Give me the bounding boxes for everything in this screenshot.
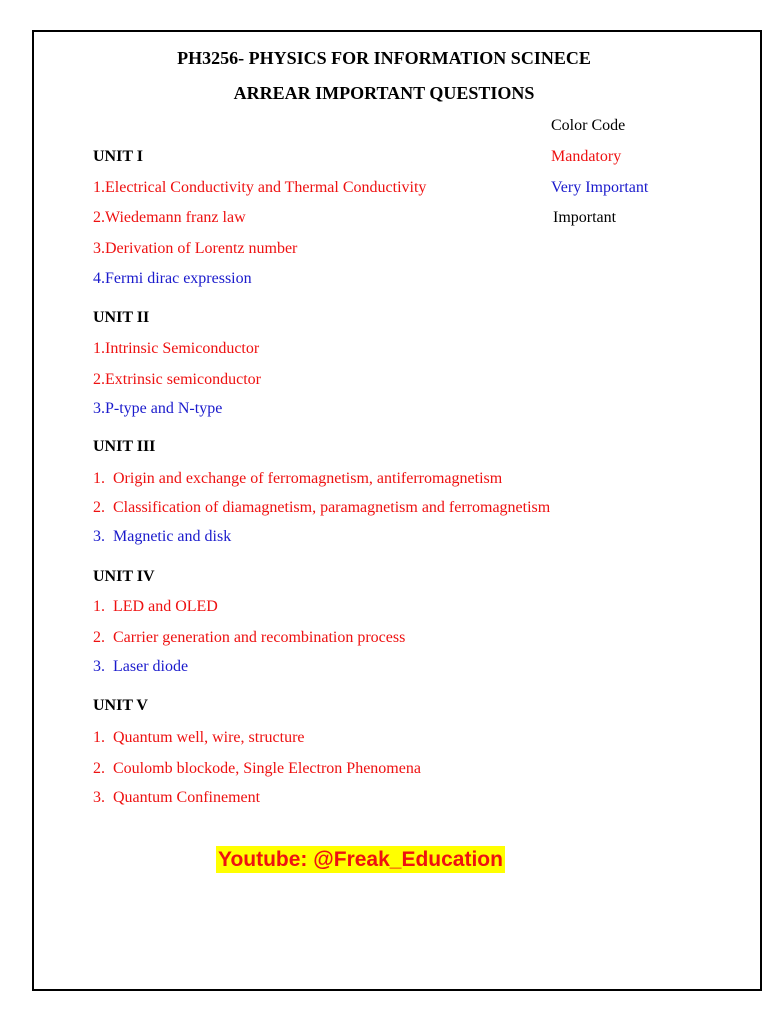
question-item: 3.Derivation of Lorentz number xyxy=(93,240,298,257)
question-item: 3. Magnetic and disk xyxy=(93,528,232,545)
unit-heading: UNIT I xyxy=(93,148,143,165)
unit-heading: UNIT V xyxy=(93,697,148,714)
question-item: 3.P-type and N-type xyxy=(93,400,223,417)
question-item: 2.Wiedemann franz law xyxy=(93,209,246,226)
question-item: 1. LED and OLED xyxy=(93,598,218,615)
question-item: 2. Classification of diamagnetism, paramagnetism and ferromagnetism xyxy=(93,499,551,516)
unit-heading: UNIT II xyxy=(93,309,150,326)
question-item: 2.Extrinsic semiconductor xyxy=(93,371,261,388)
unit-heading: UNIT III xyxy=(93,438,156,455)
document-title: PH3256- PHYSICS FOR INFORMATION SCINECE xyxy=(177,48,591,68)
legend-important: Important xyxy=(553,209,617,226)
youtube-channel-label: Youtube: @Freak_Education xyxy=(218,848,503,871)
legend-heading: Color Code xyxy=(551,117,626,134)
question-item: 2. Coulomb blockode, Single Electron Phenomena xyxy=(93,760,421,777)
document-subtitle: ARREAR IMPORTANT QUESTIONS xyxy=(233,83,535,103)
question-item: 2. Carrier generation and recombination process xyxy=(93,629,406,646)
question-item: 4.Fermi dirac expression xyxy=(93,270,252,287)
question-item: 1.Intrinsic Semiconductor xyxy=(93,340,260,357)
legend-very-important: Very Important xyxy=(551,179,649,196)
legend-mandatory: Mandatory xyxy=(551,148,622,165)
question-item: 1.Electrical Conductivity and Thermal Conductivity xyxy=(93,179,427,196)
question-item: 1. Quantum well, wire, structure xyxy=(93,729,305,746)
unit-heading: UNIT IV xyxy=(93,568,155,585)
question-item: 3. Quantum Confinement xyxy=(93,789,261,806)
question-item: 3. Laser diode xyxy=(93,658,189,675)
question-item: 1. Origin and exchange of ferromagnetism, antiferromagnetism xyxy=(93,470,503,487)
